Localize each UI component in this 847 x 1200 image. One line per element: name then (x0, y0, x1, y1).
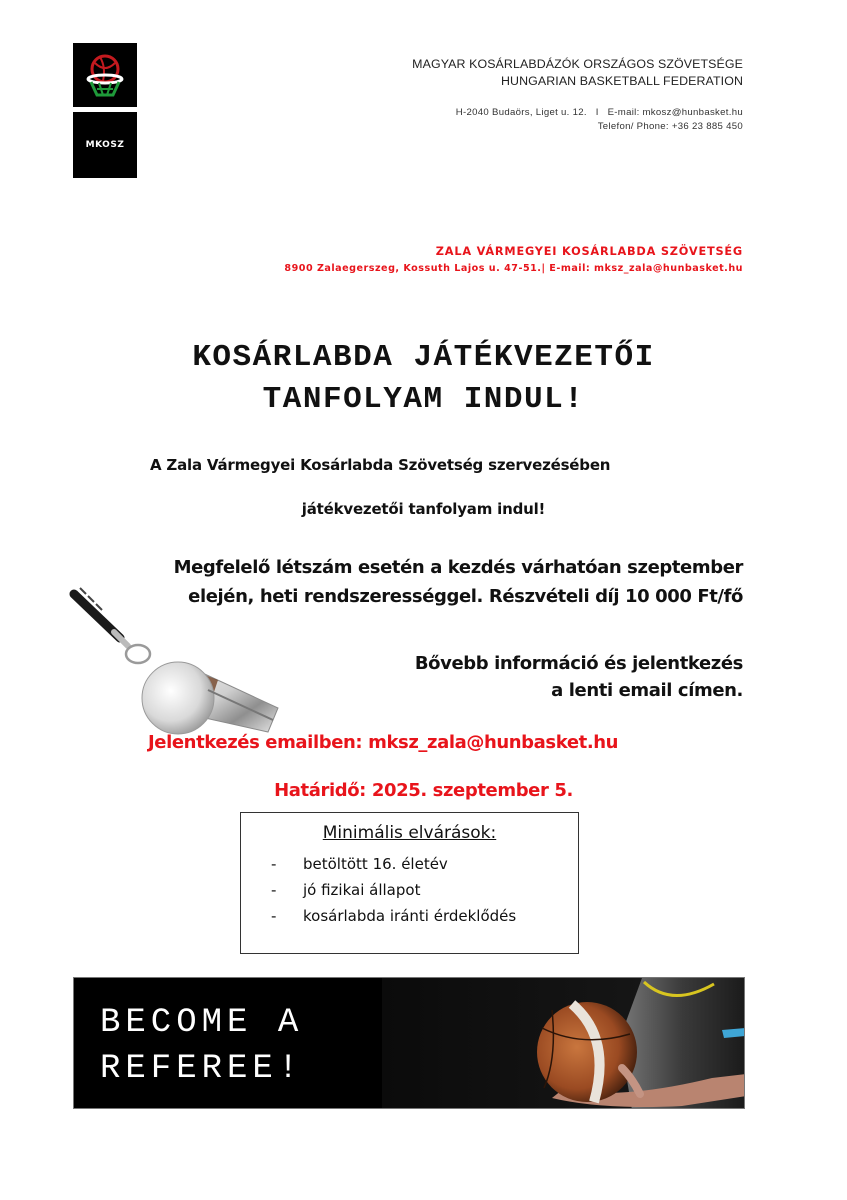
more-info (415, 650, 743, 704)
regional-name: ZALA VÁRMEGYEI KOSÁRLABDA SZÖVETSÉG (435, 245, 743, 258)
requirement-item (271, 903, 516, 929)
banner-text (100, 1000, 303, 1092)
banner-line-1: BECOME A (100, 1004, 304, 1042)
requirement-text: betöltött 16. életév (303, 855, 448, 873)
more-info-line-1: Bővebb információ és jelentkezés (414, 653, 743, 674)
referee-holding-basketball-image (382, 978, 745, 1109)
federation-phone: Telefon/ Phone: +36 23 885 450 (597, 121, 743, 132)
requirement-text: jó fizikai állapot (303, 881, 421, 899)
banner-line-2: REFEREE! (100, 1050, 304, 1088)
bullet-dash: - (271, 881, 277, 899)
become-referee-banner (73, 977, 745, 1109)
federation-logo-wordmark (73, 112, 137, 178)
bullet-dash: - (271, 855, 277, 873)
page-title (0, 337, 847, 421)
application-email[interactable]: Jelentkezés emailben: mksz_zala@hunbasket.hu (148, 732, 619, 753)
federation-logo-emblem (73, 43, 137, 107)
bullet-dash: - (271, 907, 277, 925)
requirement-text: kosárlabda iránti érdeklődés (303, 907, 517, 925)
course-details (174, 553, 743, 611)
course-details-line-2: elején, heti rendszerességgel. Részvételi díj 10 000 Ft/fő (188, 586, 743, 607)
regional-header (284, 243, 743, 277)
requirements-title: Minimális elvárások: (322, 823, 497, 843)
title-line-1: KOSÁRLABDA JÁTÉKVEZETŐI (192, 340, 655, 375)
federation-name-hu: MAGYAR KOSÁRLABDÁZÓK ORSZÁGOS SZÖVETSÉGE (412, 57, 743, 71)
title-line-2: TANFOLYAM INDUL! (262, 382, 585, 417)
requirements-list (271, 851, 516, 929)
federation-header (412, 56, 743, 90)
course-details-line-1: Megfelelő létszám esetén a kezdés várhatóan szeptember (173, 557, 743, 578)
federation-contact (456, 106, 743, 134)
logo-abbreviation: MKOSZ (85, 140, 125, 150)
requirement-item (271, 851, 516, 877)
federation-address: H-2040 Budaörs, Liget u. 12. I E-mail: mkosz@hunbasket.hu (455, 107, 743, 118)
federation-name-en: HUNGARIAN BASKETBALL FEDERATION (500, 74, 743, 88)
basketball-hoop-logo-icon (73, 43, 137, 107)
application-deadline: Határidő: 2025. szeptember 5. (274, 780, 573, 801)
requirements-box (240, 812, 579, 954)
intro-line-1: A Zala Vármegyei Kosárlabda Szövetség szervezésében (150, 456, 611, 474)
regional-address: 8900 Zalaegerszeg, Kossuth Lajos u. 47-51.| E-mail: mksz_zala@hunbasket.hu (284, 263, 743, 274)
requirement-item (271, 877, 516, 903)
more-info-line-2: a lenti email címen. (551, 680, 743, 701)
intro-line-2: játékvezetői tanfolyam indul! (301, 500, 546, 518)
